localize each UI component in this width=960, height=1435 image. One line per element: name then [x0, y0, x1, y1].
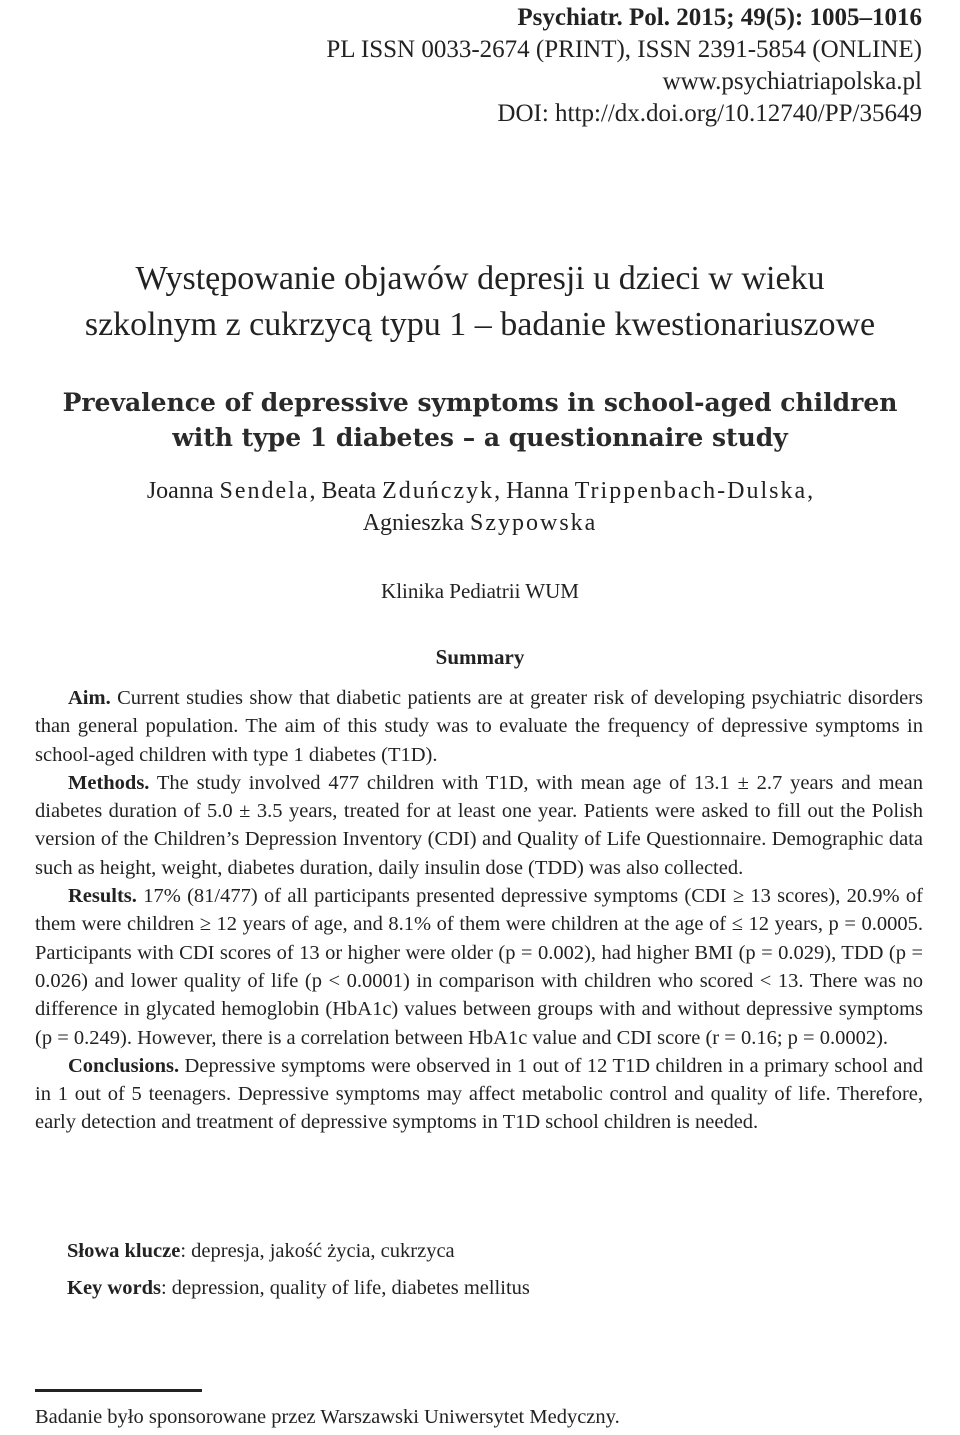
keywords-en-text: : depression, quality of life, diabetes mellitus — [160, 1277, 530, 1299]
results-text: 17% (81/477) of all participants presented depressive symptoms (CDI ≥ 13 scores), 20.9% of them were children ≥ 12 years of age, and 8.1% of them were children at the age of ≤ 12 years, p = 0.0005. Participants with CDI scores of 13 or higher were older (p = 0.002), had higher BMI (p = 0.029), TDD (p = 0.026) and lower quality of life (p < 0.0001) in comparison with children who scored < 13. There was no difference in glycated hemoglobin (HbA1c) values between groups with and without depressive symptoms (p = 0.249). However, there is a correlation between HbA1c value and CDI score (r = 0.16; p = 0.0002). — [35, 885, 923, 1049]
title-pl-line-1: Występowanie objawów depresji u dzieci w wieku — [135, 260, 825, 297]
title-pl-line-2: szkolnym z cukrzycą typu 1 – badanie kwestionariuszowe — [84, 306, 876, 343]
abstract-results — [35, 882, 923, 1052]
keywords-polish — [67, 1237, 455, 1265]
keywords-en-label: Key words — [67, 1277, 161, 1299]
article-title-polish — [0, 256, 960, 348]
affiliation: Klinika Pediatrii WUM — [381, 579, 579, 603]
abstract-conclusions — [35, 1052, 923, 1137]
aim-text: Current studies show that diabetic patients are at greater risk of developing psychiatric disorders than general population. The aim of this study was to evaluate the frequency of depressive symptoms in school-aged children with type 1 diabetes (T1D). — [35, 687, 923, 766]
abstract-body — [35, 684, 923, 1137]
author-list — [0, 475, 960, 539]
authors-line-1: Joanna Sendela, Beata Zduńczyk, Hanna Trippenbach-Dulska, — [146, 478, 814, 504]
author-2-surname: Zduńczyk — [382, 478, 495, 504]
author-4-first-name: Agnieszka — [362, 510, 464, 536]
methods-label: Methods. — [68, 771, 150, 794]
aim-label: Aim. — [68, 687, 111, 709]
issn-line: PL ISSN 0033-2674 (PRINT), ISSN 2391-5854 (ONLINE) — [326, 36, 922, 63]
author-1-surname: Sendela — [219, 478, 310, 504]
author-3-surname: Trippenbach-Dulska — [574, 478, 808, 504]
journal-url: www.psychiatriapolska.pl — [662, 68, 922, 95]
abstract-aim — [35, 684, 923, 769]
journal-citation: Psychiatr. Pol. 2015; 49(5): 1005–1016 — [517, 4, 922, 31]
summary-heading: Summary — [435, 645, 525, 669]
abstract-methods — [35, 769, 923, 882]
author-2-first-name: Beata — [321, 478, 377, 504]
title-en-line-1: Prevalence of depressive symptoms in school-aged children — [62, 388, 898, 417]
author-4-surname: Szypowska — [469, 510, 598, 536]
keywords-pl-text: : depresja, jakość życia, cukrzyca — [180, 1240, 455, 1262]
author-3-first-name: Hanna — [506, 478, 569, 504]
keywords-pl-label: Słowa klucze — [67, 1240, 181, 1262]
footnote-divider — [35, 1389, 202, 1392]
authors-line-2 — [0, 507, 960, 539]
methods-text: The study involved 477 children with T1D, with mean age of 13.1 ± 2.7 years and mean diabetes duration of 5.0 ± 3.5 years, treated for at least one year. Patients were asked to fill out the Polish version of the Children’s Depression Inventory (CDI) and Quality of Life Questionnaire. Demographic data such as height, weight, diabetes duration, daily insulin dose (TDD) was also collected. — [35, 771, 923, 879]
funding-footnote: Badanie było sponsorowane przez Warszawski Uniwersytet Medyczny. — [35, 1406, 620, 1428]
journal-header — [326, 2, 922, 130]
results-label: Results. — [68, 885, 137, 908]
title-en-line-2: with type 1 diabetes – a questionnaire study — [172, 423, 788, 452]
conclusions-text: Depressive symptoms were observed in 1 out of 12 T1D children in a primary school and in 1 out of 5 teenagers. Depressive symptoms may affect metabolic control and quality of life. Therefore, early detection and treatment of depressive symptoms in T1D school children is needed. — [35, 1054, 923, 1134]
article-title-english — [0, 385, 960, 455]
conclusions-label: Conclusions. — [68, 1054, 180, 1077]
doi-line: DOI: http://dx.doi.org/10.12740/PP/35649 — [497, 100, 922, 127]
author-1-first-name: Joanna — [146, 478, 214, 504]
keywords-english — [67, 1274, 530, 1302]
